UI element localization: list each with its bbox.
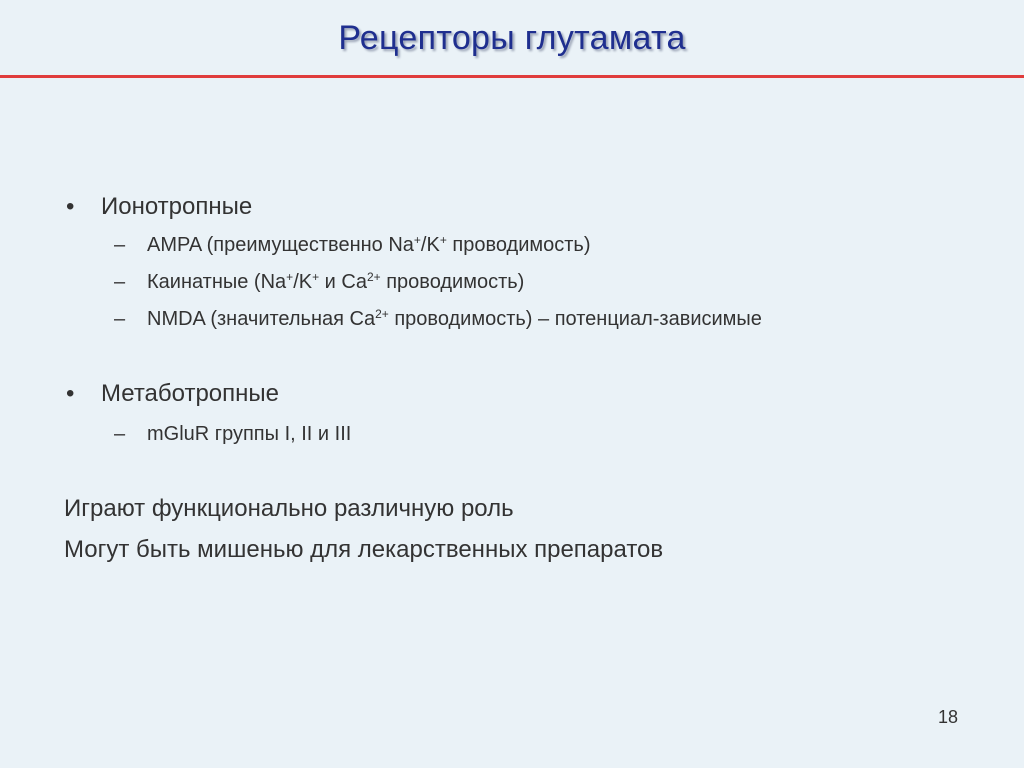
sub-item-text: NMDA (значительная Ca: [147, 308, 376, 330]
sub-item-mglur: [114, 421, 351, 447]
superscript: +: [439, 233, 447, 247]
title-divider: [0, 75, 1024, 78]
sub-item-nmda: [114, 306, 762, 334]
bullet-marker: •: [66, 193, 75, 220]
sub-item-ampa: [114, 232, 591, 260]
superscript: 2+: [366, 270, 381, 284]
superscript: +: [312, 270, 320, 284]
dash-marker: –: [114, 271, 126, 293]
sub-item-text: проводимость): [380, 271, 525, 293]
dash-marker: –: [114, 423, 126, 445]
statement-role: Играют функционально различную роль: [64, 495, 514, 522]
bullet-ionotropic-label: Ионотропные: [101, 193, 253, 220]
sub-item-text: проводимость): [446, 234, 591, 256]
page-number: 18: [938, 707, 959, 727]
sub-item-text: и Ca: [319, 271, 367, 293]
slide-title: Рецепторы глутамата: [338, 19, 686, 57]
sub-item-kainate: [114, 269, 524, 297]
bullet-ionotropic: [66, 192, 252, 222]
sub-item-text: Каинатные (Na: [147, 271, 287, 293]
sub-item-text: /K: [293, 271, 313, 293]
sub-item-text: /K: [420, 234, 440, 256]
sub-item-text: проводимость) – потенциал-зависимые: [388, 308, 762, 330]
superscript: +: [413, 233, 421, 247]
dash-marker: –: [114, 234, 126, 256]
slide-header: [0, 0, 1024, 76]
dash-marker: –: [114, 308, 126, 330]
bullet-metabotropic-label: Метаботропные: [101, 380, 279, 407]
superscript: +: [286, 270, 294, 284]
bullet-metabotropic: [66, 379, 279, 409]
sub-item-text: AMPA (преимущественно Na: [147, 234, 414, 256]
statement-drug-target: Могут быть мишенью для лекарственных препаратов: [64, 536, 664, 563]
bullet-marker: •: [66, 380, 75, 407]
superscript: 2+: [375, 307, 389, 321]
sub-item-text: mGluR группы I, II и III: [147, 423, 352, 445]
